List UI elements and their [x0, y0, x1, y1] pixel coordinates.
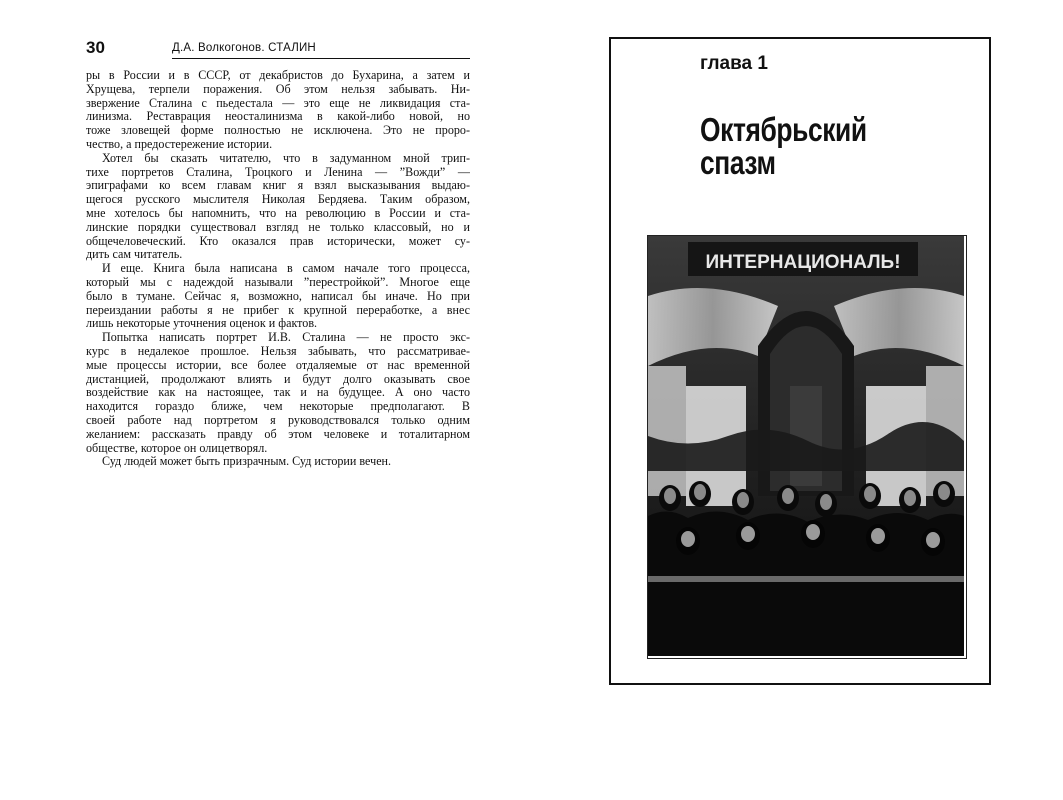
text-line: желанием: рассказать правду об этом человеке и тоталитарном — [86, 427, 470, 441]
text-line: лишь некоторые уточнения оценок и фактов. — [86, 317, 318, 331]
text-line: мые процессы истории, все более отдаляемые от нас временной — [86, 358, 470, 372]
text-line: находится гораздо ближе, чем некоторые предполагают. В — [86, 400, 470, 414]
body-text — [86, 69, 470, 469]
text-line: было в тумане. Сейчас я, возможно, написал бы иначе. Но при — [86, 289, 470, 303]
text-line: щегося русского мыслителя Николая Бердяева. Таким образом, — [86, 193, 470, 207]
chapter-title-line: Октябрьский — [700, 111, 867, 148]
text-line: ры в России и в СССР, от декабристов до Бухарина, а затем и — [86, 69, 470, 82]
text-line: тихе портретов Сталина, Троцкого и Ленина — ”Вожди” — — [86, 165, 470, 179]
text-line: общечеловеческий. Кто оказался прав исторически, может су- — [86, 234, 470, 248]
header-rule — [172, 58, 470, 59]
text-line: Попытка написать портрет И.В. Сталина — не просто экс- — [102, 331, 470, 345]
text-line: дистанцией, продолжают влиять и будут долго оказывать свое — [86, 372, 470, 386]
chapter-label: глава 1 — [700, 53, 768, 74]
text-line: чество, а предостережение истории. — [86, 137, 273, 151]
text-line: Хрущева, терпели поражения. Об этом нельзя забывать. Ни- — [86, 82, 470, 96]
running-head: Д.А. Волкогонов. СТАЛИН — [172, 42, 316, 54]
text-line: воздействие как на настоящее, так и на будущее. А оно часто — [86, 386, 470, 400]
text-line: обществе, которое он олицетворял. — [86, 441, 268, 455]
text-line: который мы с надеждой называли ”перестройкой”. Многое еще — [86, 275, 470, 289]
text-line: тоже зловещей форме полностью не исключена. Это не проро- — [86, 124, 470, 138]
text-line: линские порядки существовал взгляд не только классовый, но и — [86, 220, 470, 234]
text-line: дить сам читатель. — [86, 248, 183, 262]
text-line: линизма. Реставрация неосталинизма в какой-либо новой, но — [86, 110, 470, 124]
page-number: 30 — [86, 38, 105, 57]
chapter-title — [700, 113, 908, 179]
text-line: своей работе над портретом я руководствовался только одним — [86, 413, 470, 427]
text-line: И еще. Книга была написана в самом начале того процесса, — [102, 262, 470, 276]
text-line: Хотел бы сказать читателю, что в задуманном мной трип- — [102, 151, 470, 165]
text-line: курс в недалекое прошлое. Нельзя забывать, что рассматривае- — [86, 344, 470, 358]
photo-banner-text: ИНТЕРНАЦИОНАЛЬ! — [705, 252, 901, 273]
chapter-title-page — [609, 37, 991, 685]
text-line: эпиграфами ко всем главам книг я взял высказывания выдаю- — [86, 179, 470, 193]
text-line: переиздании работы я не прибег к крупной переработке, а внес — [86, 303, 470, 317]
text-line: мне хотелось бы напомнить, что на революцию в России и ста- — [86, 206, 470, 220]
text-line: звержение Сталина с пьедестала — это еще не ликвидация ста- — [86, 96, 470, 110]
chapter-title-line: спазм — [700, 144, 776, 181]
text-line: Суд людей может быть призрачным. Суд истории вечен. — [102, 455, 392, 469]
historical-photo — [647, 235, 967, 659]
